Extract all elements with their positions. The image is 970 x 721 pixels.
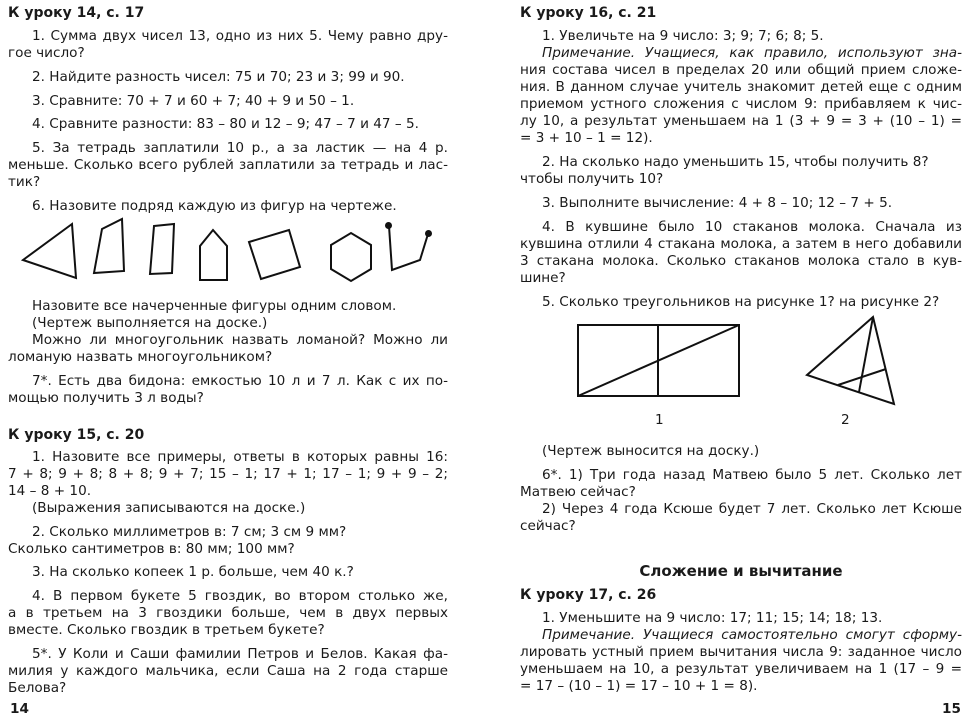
broken-line-figure (389, 226, 428, 270)
l15-q2-line2: Сколько сантиметров в: 80 мм; 100 мм? (8, 541, 295, 557)
l16-q5: 5. Сколько треугольников на рисунке 1? на рисунке 2? (542, 294, 940, 310)
page-number-right: 15 (942, 701, 961, 717)
l15-q5-line1: 5*. У Коли и Саши фамилии Петров и Белов. Какая фа- (32, 646, 448, 662)
l14-q5-line2: меньше. Сколько всего рублей заплатили за тетрадь и лас- (8, 157, 448, 173)
l14-q1-line1: 1. Сумма двух чисел 13, одно из них 5. Чему равно дру- (32, 28, 448, 44)
l16-note-line5: лу 10, а результат уменьшаем на 1 (3 + 9 = 3 + (10 – 1) = (520, 113, 962, 129)
l14-q6: 6. Назовите подряд каждую из фигур на чертеже. (32, 198, 397, 214)
figure2-triangle (807, 317, 894, 404)
l14-q6-note1: Назовите все начерченные фигуры одним словом. (32, 298, 397, 314)
l16-q4-line2: кувшина отлили 4 стакана молока, а затем в него добавили (520, 236, 962, 252)
l15-q1-line1: 1. Назовите все примеры, ответы в которых равны 16: (32, 449, 448, 465)
l14-q6-note4: ломаную назвать многоугольником? (8, 349, 273, 365)
l14-q3: 3. Сравните: 70 + 7 и 60 + 7; 40 + 9 и 50 – 1. (32, 93, 355, 109)
endpoint-dot-1 (385, 222, 392, 229)
l16-note-line2: ния состава чисел в пределах 20 или общий прием сложе- (520, 62, 962, 78)
triangle-figure (23, 224, 76, 278)
l16-q4-line1: 4. В кувшине было 10 стаканов молока. Сначала из (542, 219, 962, 235)
l14-q5-line1: 5. За тетрадь заплатили 10 р., а за ластик — на 4 р. (32, 140, 448, 156)
l14-q6-note3: Можно ли многоугольник назвать ломаной? Можно ли (32, 332, 448, 348)
l14-q2: 2. Найдите разность чисел: 75 и 70; 23 и 3; 99 и 90. (32, 69, 405, 85)
lesson-15-heading: К уроку 15, с. 20 (8, 427, 145, 443)
lesson-16-heading: К уроку 16, с. 21 (520, 5, 657, 21)
l17-q1: 1. Уменьшите на 9 число: 17; 11; 15; 14; 18; 13. (542, 610, 883, 626)
trapezoid-figure (94, 219, 124, 273)
l15-q4-line2: а в третьем на 3 гвоздики больше, чем в двух первых (8, 605, 448, 621)
l17-note-line2: лировать устный прием вычитания числа 9: заданное число (520, 644, 962, 660)
l17-note-line1: Примечание. Учащиеся самостоятельно смогут сформу- (542, 627, 962, 643)
l16-note-line6: = 3 + 10 – 1 = 12). (520, 130, 653, 146)
lesson-17-heading: К уроку 17, с. 26 (520, 587, 657, 603)
l16-q6-line1: 6*. 1) Три года назад Матвею было 5 лет. Сколько лет (542, 467, 962, 483)
l16-q2-line2: чтобы получить 10? (520, 171, 664, 187)
l17-note-line4: = 17 – (10 – 1) = 17 – 10 + 1 = 8). (520, 678, 758, 694)
hexagon-figure (331, 233, 371, 281)
l16-q4-line4: шине? (520, 270, 566, 286)
l16-q1: 1. Увеличьте на 9 число: 3; 9; 7; 6; 8; 5. (542, 28, 824, 44)
endpoint-dot-2 (425, 230, 432, 237)
l14-q1-line2: гое число? (8, 45, 85, 61)
l14-q4: 4. Сравните разности: 83 – 80 и 12 – 9; 47 – 7 и 47 – 5. (32, 116, 419, 132)
l15-q5-line2: милия у каждого мальчика, если Саша на 2 года старше (8, 663, 448, 679)
l14-q7-line2: мощью получить 3 л воды? (8, 390, 204, 406)
l16-note-line3: ния. В данном случае учитель знакомит детей еще с одним (520, 79, 962, 95)
l16-q2-line1: 2. На сколько надо уменьшить 15, чтобы получить 8? (542, 154, 929, 170)
l16-q6-line3: 2) Через 4 года Ксюше будет 7 лет. Сколько лет Ксюше (542, 501, 962, 517)
l16-q4-line3: 3 стакана молока. Сколько стаканов молока стало в кув- (520, 253, 962, 269)
section-title: Сложение и вычитание (639, 562, 843, 580)
l15-q5-line3: Белова? (8, 680, 67, 696)
l14-q5-line3: тик? (8, 174, 41, 190)
l15-q3: 3. На сколько копеек 1 р. больше, чем 40 к.? (32, 564, 354, 580)
l16-q3: 3. Выполните вычисление: 4 + 8 – 10; 12 – 7 + 5. (542, 195, 893, 211)
page-number-left: 14 (10, 701, 29, 717)
figure-1-label: 1 (655, 412, 664, 428)
l17-note-line3: уменьшаем на 10, а результат увеличиваем на 1 (17 – 9 = (520, 661, 962, 677)
figure-2-label: 2 (841, 412, 850, 428)
l15-q4-line3: вместе. Сколько гвоздик в третьем букете? (8, 622, 325, 638)
square-figure (249, 230, 300, 279)
rectangle-figure (150, 224, 174, 274)
pentagon-figure (200, 230, 227, 280)
l15-q1-line3: 14 – 8 + 10. (8, 483, 92, 499)
l15-q1-note: (Выражения записываются на доске.) (32, 500, 306, 516)
l16-q5-note: (Чертеж выносится на доску.) (542, 443, 760, 459)
l15-q2-line1: 2. Сколько миллиметров в: 7 см; 3 см 9 мм? (32, 524, 347, 540)
l14-q6-note2: (Чертеж выполняется на доске.) (32, 315, 268, 331)
figures-drawing (8, 0, 448, 300)
l16-q6-line4: сейчас? (520, 518, 576, 534)
triangles-drawing (520, 0, 962, 420)
l16-note-line4: приемом устного сложения с числом 9: прибавляем к чис- (520, 96, 962, 112)
lesson-14-heading: К уроку 14, с. 17 (8, 5, 145, 21)
l15-q4-line1: 4. В первом букете 5 гвоздик, во втором столько же, (32, 588, 448, 604)
l16-q6-line2: Матвею сейчас? (520, 484, 636, 500)
l16-note-line1: Примечание. Учащиеся, как правило, используют зна- (542, 45, 962, 61)
l15-q1-line2: 7 + 8; 9 + 8; 8 + 8; 9 + 7; 15 – 1; 17 + 1; 17 – 1; 9 + 9 – 2; (8, 466, 448, 482)
l14-q7-line1: 7*. Есть два бидона: емкостью 10 л и 7 л. Как с их по- (32, 373, 448, 389)
